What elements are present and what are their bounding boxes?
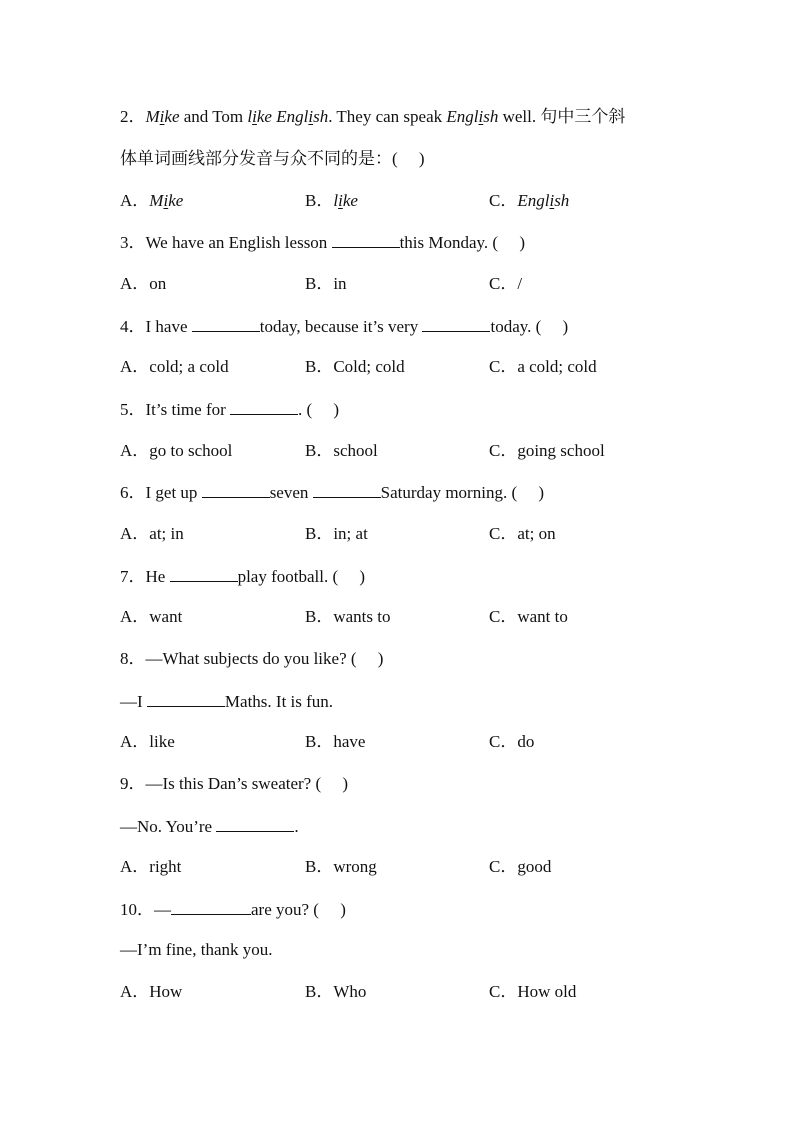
option-a: A．right <box>120 857 182 876</box>
question-3: 3．We have an English lesson this Monday. ( ) <box>120 233 526 252</box>
option-c: C．a cold; cold <box>489 357 597 376</box>
question-2-line-2: 体单词画线部分发音与众不同的是：( ) <box>120 149 425 168</box>
option-b: B．school <box>305 441 378 460</box>
question-9: 9．—Is this Dan’s sweater? ( ) <box>120 774 349 793</box>
word-like: like <box>247 107 272 126</box>
option-b: B．wrong <box>305 857 377 876</box>
option-a: A．go to school <box>120 441 233 460</box>
question-5: 5．It’s time for . ( ) <box>120 400 340 419</box>
answer-blank <box>170 565 238 582</box>
option-a: A．at; in <box>120 524 184 543</box>
answer-blank <box>422 315 490 332</box>
answer-blank <box>192 315 260 332</box>
answer-blank <box>147 690 225 707</box>
option-c: C．going school <box>489 441 605 460</box>
answer-blank <box>202 481 270 498</box>
question-8-response: —I Maths. It is fun. <box>120 692 334 711</box>
answer-blank <box>216 815 294 832</box>
option-a: A．How <box>120 982 183 1001</box>
option-a: A．cold; a cold <box>120 357 229 376</box>
question-9-response: —No. You’re . <box>120 817 299 836</box>
option-b: B．Cold; cold <box>305 357 405 376</box>
word-english-2: English <box>446 107 499 126</box>
option-a: A．want <box>120 607 183 626</box>
question-8: 8．—What subjects do you like? ( ) <box>120 649 384 668</box>
option-b: B．have <box>305 732 366 751</box>
option-b: B．in; at <box>305 524 368 543</box>
question-10: 10．— are you? ( ) <box>120 900 346 919</box>
option-a: A．like <box>120 732 175 751</box>
word-english: English <box>271 107 329 126</box>
option-b: B．wants to <box>305 607 391 626</box>
answer-blank <box>230 398 298 415</box>
option-b: B．Who <box>305 982 367 1001</box>
option-c: C．good <box>489 857 552 876</box>
option-c: C．want to <box>489 607 568 626</box>
option-c: C．/ <box>489 274 523 293</box>
question-10-response: —I’m fine, thank you. <box>120 940 273 959</box>
option-b: B．in <box>305 274 347 293</box>
question-6: 6．I get up seven Saturday morning. ( ) <box>120 483 545 502</box>
question-number: 2． <box>120 107 146 126</box>
question-4: 4．I have today, because it’s very today. ( ) <box>120 317 569 336</box>
answer-blank <box>171 898 251 915</box>
option-c: C．at; on <box>489 524 556 543</box>
option-b: B．like <box>305 191 358 210</box>
option-c: C．do <box>489 732 535 751</box>
option-a: A．Mike <box>120 191 184 210</box>
option-c: C．English <box>489 191 570 210</box>
option-a: A．on <box>120 274 167 293</box>
answer-blank <box>332 231 400 248</box>
word-mike: Mike <box>145 107 180 126</box>
question-7: 7．He play football. ( ) <box>120 567 366 586</box>
answer-blank <box>313 481 381 498</box>
question-2-line-1: 2．Mike and Tom like English. They can speak English well. 句中三个斜 <box>120 107 626 126</box>
option-c: C．How old <box>489 982 577 1001</box>
